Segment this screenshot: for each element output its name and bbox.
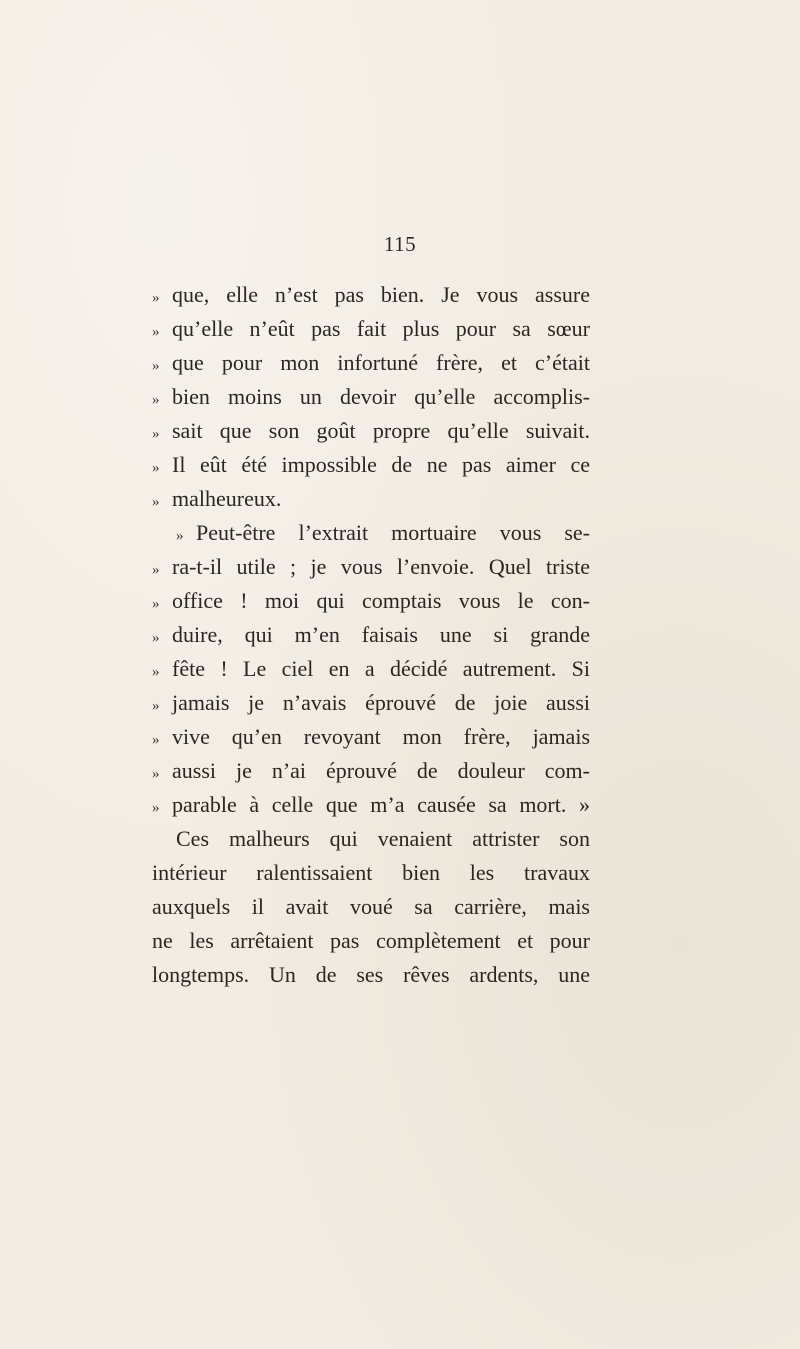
quote-mark: » — [152, 324, 160, 340]
text-line — [152, 516, 590, 550]
text-line — [152, 414, 590, 448]
line-text: qu’elle n’eût pas fait plus pour sa sœur — [172, 316, 590, 341]
text-line: Ces malheurs qui venaient attrister son — [176, 826, 590, 851]
line-text: parable à celle que m’a causée sa mort. » — [172, 792, 590, 817]
quote-mark: » — [152, 800, 160, 816]
line-text: Peut-être l’extrait mortuaire vous se- — [196, 520, 590, 545]
text-line — [152, 278, 590, 312]
text-line — [152, 788, 590, 822]
line-text: ra-t-il utile ; je vous l’envoie. Quel triste — [172, 554, 590, 579]
line-text: aussi je n’ai éprouvé de douleur com- — [172, 758, 590, 783]
text-line — [152, 550, 590, 584]
quote-mark: » — [152, 392, 160, 408]
quote-mark: » — [152, 766, 160, 782]
line-text: fête ! Le ciel en a décidé autrement. Si — [172, 656, 590, 681]
text-line — [152, 346, 590, 380]
text-line: longtemps. Un de ses rêves ardents, une — [152, 962, 590, 987]
text-line — [152, 448, 590, 482]
text-line: auxquels il avait voué sa carrière, mais — [152, 894, 590, 919]
quote-mark: » — [152, 426, 160, 442]
quote-mark: » — [152, 460, 160, 476]
line-text: Il eût été impossible de ne pas aimer ce — [172, 452, 590, 477]
line-text: bien moins un devoir qu’elle accomplis- — [172, 384, 590, 409]
quote-mark: » — [152, 358, 160, 374]
text-line — [152, 312, 590, 346]
text-line — [152, 652, 590, 686]
text-line — [152, 720, 590, 754]
quote-mark: » — [176, 528, 184, 544]
body-text — [152, 278, 590, 992]
line-text: malheureux. — [172, 486, 282, 511]
text-line: intérieur ralentissaient bien les travaux — [152, 860, 590, 885]
line-text: vive qu’en revoyant mon frère, jamais — [172, 724, 590, 749]
line-text: jamais je n’avais éprouvé de joie aussi — [172, 690, 590, 715]
line-text: que, elle n’est pas bien. Je vous assure — [172, 282, 590, 307]
line-text: office ! moi qui comptais vous le con- — [172, 588, 590, 613]
text-line — [152, 584, 590, 618]
quote-mark: » — [152, 290, 160, 306]
quote-mark: » — [152, 562, 160, 578]
text-line — [152, 686, 590, 720]
quote-mark: » — [152, 698, 160, 714]
line-text: sait que son goût propre qu’elle suivait. — [172, 418, 590, 443]
quote-mark: » — [152, 596, 160, 612]
quote-mark: » — [152, 630, 160, 646]
text-line — [152, 754, 590, 788]
text-line — [152, 380, 590, 414]
quote-mark: » — [152, 664, 160, 680]
text-line: ne les arrêtaient pas complètement et pour — [152, 928, 590, 953]
page-number: 115 — [383, 232, 417, 256]
quote-mark: » — [152, 494, 160, 510]
text-line — [152, 618, 590, 652]
quote-mark: » — [152, 732, 160, 748]
line-text: duire, qui m’en faisais une si grande — [172, 622, 590, 647]
line-text: que pour mon infortuné frère, et c’était — [172, 350, 590, 375]
text-line — [152, 482, 590, 516]
